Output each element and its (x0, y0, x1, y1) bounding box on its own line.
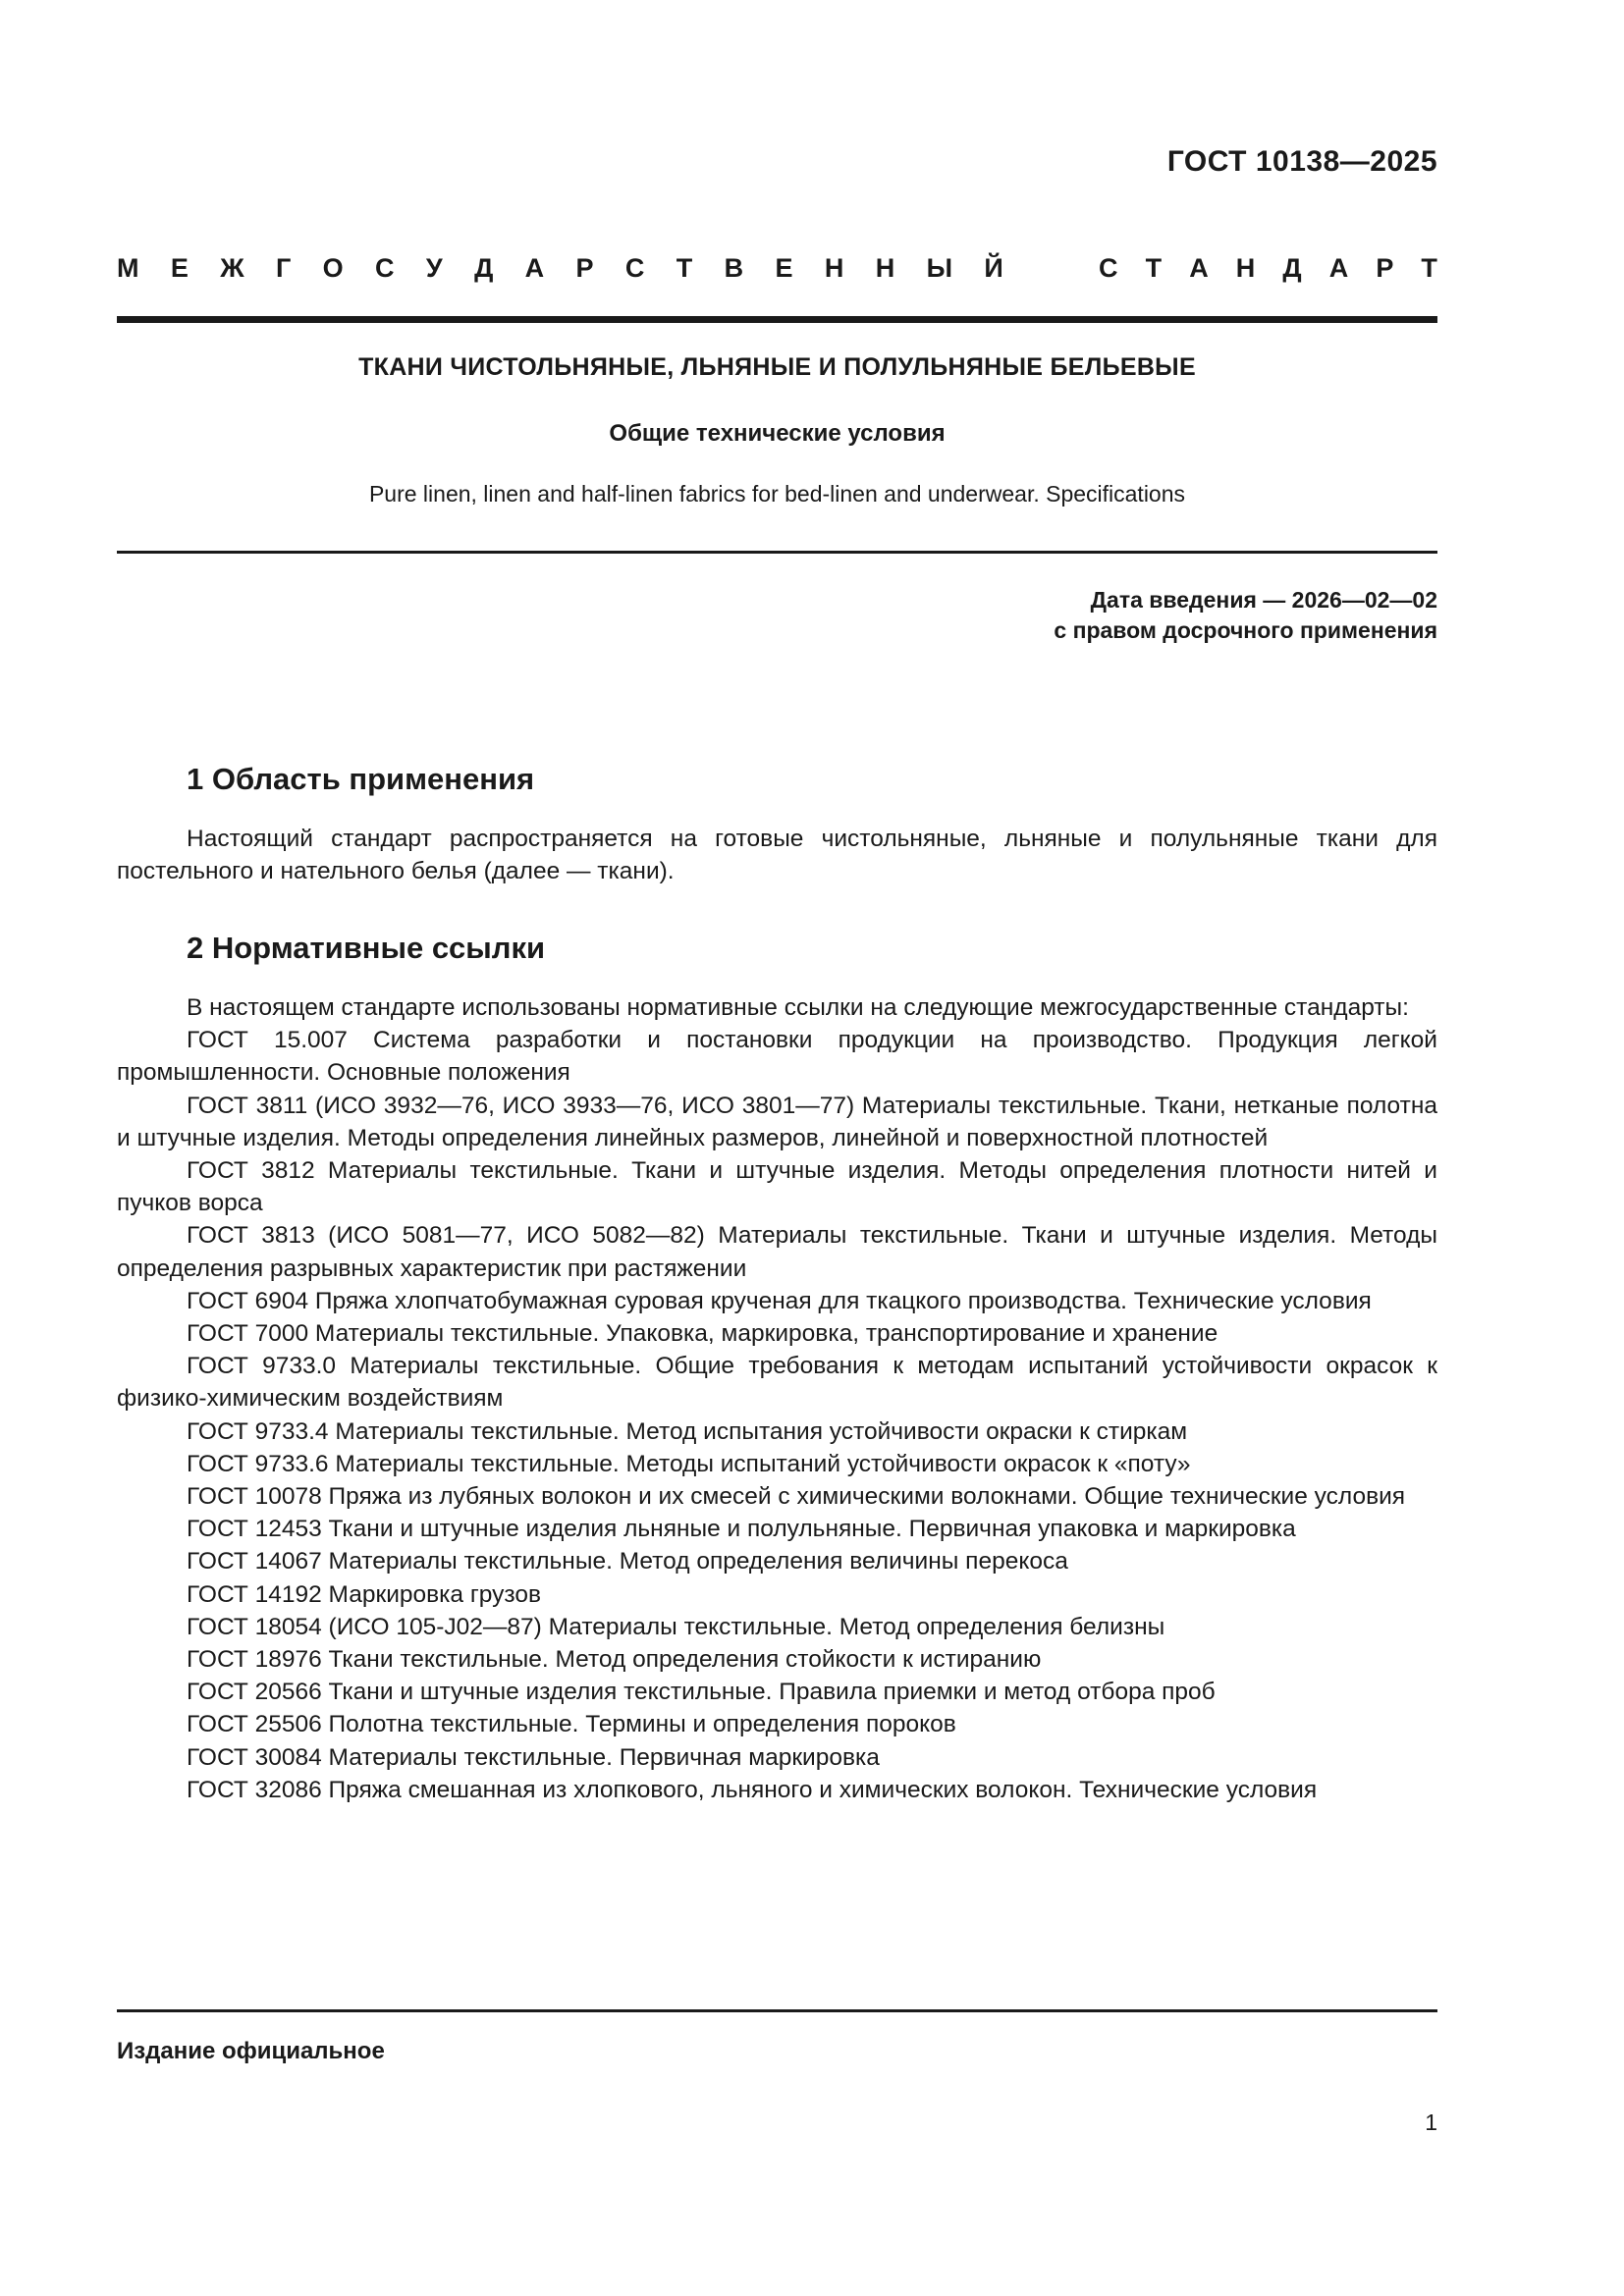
banner-letter: С (375, 253, 395, 283)
banner-letter: Т (1421, 253, 1437, 283)
title-divider (117, 551, 1437, 554)
reference-item: ГОСТ 9733.6 Материалы текстильные. Методы испытаний устойчивости окрасок к «поту» (187, 1450, 1191, 1477)
banner-letter: У (425, 253, 443, 283)
introduction-date-block (1054, 585, 1437, 646)
reference-item: ГОСТ 15.007 Система разработки и постановки продукции на производство. Продукция легкой промышленности. Основные положения (117, 1027, 1437, 1087)
banner-letter: Н (875, 253, 895, 283)
reference-item: ГОСТ 30084 Материалы текстильные. Первичная маркировка (187, 1743, 880, 1771)
banner-letter: Р (575, 253, 594, 283)
reference-item: ГОСТ 20566 Ткани и штучные изделия текстильные. Правила приемки и метод отбора проб (187, 1679, 1216, 1706)
reference-item: ГОСТ 25506 Полотна текстильные. Термины и определения пороков (187, 1711, 956, 1738)
banner-letter: Р (1376, 253, 1394, 283)
reference-item: ГОСТ 32086 Пряжа смешанная из хлопкового, льняного и химических волокон. Технические условия (187, 1776, 1318, 1803)
reference-item: ГОСТ 3812 Материалы текстильные. Ткани и штучные изделия. Методы определения плотности нитей и пучков ворса (117, 1157, 1437, 1217)
banner-letter: О (322, 253, 344, 283)
banner-word-interstate (117, 253, 1003, 284)
english-title: Pure linen, linen and half-linen fabrics for bed-linen and underwear. Specifications (368, 481, 1186, 507)
banner-letter: Й (984, 253, 1003, 283)
reference-item: ГОСТ 18976 Ткани текстильные. Метод определения стойкости к истиранию (187, 1646, 1042, 1674)
document-subtitle: Общие технические условия (609, 420, 946, 447)
document-page (117, 0, 1437, 2296)
reference-item: ГОСТ 18054 (ИСО 105-J02—87) Материалы текстильные. Метод определения белизны (187, 1613, 1165, 1640)
banner-letter: А (1328, 253, 1349, 283)
reference-item: ГОСТ 7000 Материалы текстильные. Упаковка, маркировка, транспортирование и хранение (187, 1320, 1218, 1348)
banner-letter: Е (775, 253, 793, 283)
footer-divider (117, 2009, 1437, 2012)
banner-letter: Н (1235, 253, 1256, 283)
interstate-standard-banner (117, 253, 1437, 284)
header-divider (117, 316, 1437, 323)
section-1-heading: 1 Область применения (187, 762, 535, 796)
banner-letter: Е (170, 253, 189, 283)
reference-item: ГОСТ 3813 (ИСО 5081—77, ИСО 5082—82) Материалы текстильные. Ткани и штучные изделия. Методы определения разрывных характеристик при растяжении (117, 1222, 1437, 1282)
banner-letter: Д (1282, 253, 1302, 283)
banner-letter: С (624, 253, 645, 283)
paragraph: В настоящем стандарте использованы нормативные ссылки на следующие межгосударственные стандарты: (187, 994, 1409, 1021)
banner-letter: С (1099, 253, 1118, 283)
banner-letter: Т (676, 253, 693, 283)
document-code: ГОСТ 10138—2025 (1166, 145, 1437, 178)
reference-item: ГОСТ 3811 (ИСО 3932—76, ИСО 3933—76, ИСО 3801—77) Материалы текстильные. Ткани, нетканые полотна и штучные изделия. Методы определения линейных размеров, линейной и поверхностной плотностей (117, 1092, 1437, 1151)
official-edition-label: Издание официальное (117, 2038, 385, 2064)
section-2-body (117, 991, 1437, 1806)
banner-letter: А (524, 253, 545, 283)
banner-letter: А (1189, 253, 1209, 283)
introduction-date: Дата введения — 2026—02—02 (1090, 587, 1437, 613)
document-title: ТКАНИ ЧИСТОЛЬНЯНЫЕ, ЛЬНЯНЫЕ И ПОЛУЛЬНЯНЫЕ БЕЛЬЕВЫЕ (358, 353, 1196, 381)
reference-item: ГОСТ 10078 Пряжа из лубяных волокон и их смесей с химическими волокнами. Общие технические условия (187, 1483, 1406, 1511)
reference-item: ГОСТ 12453 Ткани и штучные изделия льняные и полульняные. Первичная упаковка и маркировка (187, 1516, 1296, 1543)
paragraph: Настоящий стандарт распространяется на готовые чистольняные, льняные и полульняные ткани для постельного и нательного белья (далее — ткани). (117, 826, 1437, 885)
page-number: 1 (1425, 2109, 1437, 2135)
reference-item: ГОСТ 9733.0 Материалы текстильные. Общие требования к методам испытаний устойчивости окрасок к физико-химическим воздействиям (117, 1353, 1437, 1413)
banner-word-standard (1099, 253, 1437, 284)
banner-letter: Т (1145, 253, 1163, 283)
section-1-body (117, 823, 1437, 887)
banner-letter: В (724, 253, 744, 283)
section-2-heading: 2 Нормативные ссылки (187, 931, 546, 965)
banner-letter: Ы (926, 253, 953, 283)
banner-letter: Н (824, 253, 844, 283)
reference-item: ГОСТ 6904 Пряжа хлопчатобумажная суровая крученая для ткацкого производства. Технические условия (187, 1287, 1372, 1314)
banner-letter: Ж (220, 253, 244, 283)
banner-letter: М (117, 253, 139, 283)
banner-letter: Г (276, 253, 292, 283)
reference-item: ГОСТ 14192 Маркировка грузов (187, 1580, 541, 1608)
banner-letter: Д (474, 253, 494, 283)
early-application-note: с правом досрочного применения (1054, 617, 1437, 643)
reference-item: ГОСТ 9733.4 Материалы текстильные. Метод испытания устойчивости окраски к стиркам (187, 1417, 1188, 1445)
reference-item: ГОСТ 14067 Материалы текстильные. Метод определения величины перекоса (187, 1548, 1068, 1575)
